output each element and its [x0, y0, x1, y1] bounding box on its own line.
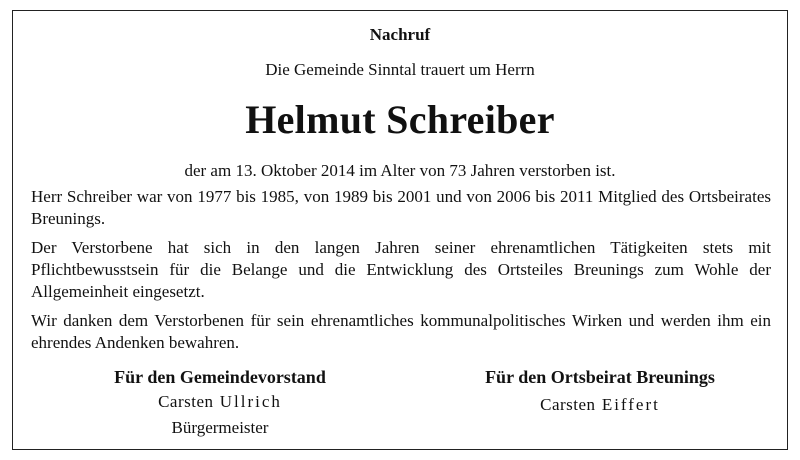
body-paragraph: Der Verstorbene hat sich in den langen Jahren seiner ehrenamtlichen Tätigkeiten stets mit Pflichtbewusstsein für die Belange und die Entwicklung des Ortsteiles Breunings zum Wohle der Allgemeinheit eingesetzt. [31, 238, 771, 301]
signature-ortsbeirat [450, 366, 750, 416]
body-paragraph: Herr Schreiber war von 1977 bis 1985, von 1989 bis 2001 und von 2006 bis 2011 Mitglied des Ortsbeirates Breunings. [31, 187, 771, 228]
signatory-name [450, 394, 750, 416]
notice-intro: Die Gemeinde Sinntal trauert um Herrn [265, 60, 535, 79]
signatory-last-name: Eiffert [601, 395, 660, 414]
body-paragraph: Wir danken dem Verstorbenen für sein ehrenamtliches kommunalpolitisches Wirken und werden ihm ein ehrendes Andenken bewahren. [31, 311, 771, 352]
signatory-name [70, 391, 370, 413]
notice-body [31, 186, 771, 361]
signature-gemeindevorstand [70, 366, 370, 439]
deceased-name: Helmut Schreiber [245, 97, 555, 142]
signatory-first-name: Carsten [158, 392, 214, 411]
signatory-last-name: Ullrich [219, 392, 282, 411]
death-line: der am 13. Oktober 2014 im Alter von 73 Jahren verstorben ist. [184, 161, 616, 180]
signatory-role: Bürgermeister [171, 418, 269, 437]
signatory-first-name: Carsten [540, 395, 596, 414]
notice-heading: Nachruf [369, 25, 431, 44]
signature-heading: Für den Ortsbeirat Breunings [485, 367, 715, 387]
signature-heading: Für den Gemeindevorstand [114, 367, 326, 387]
